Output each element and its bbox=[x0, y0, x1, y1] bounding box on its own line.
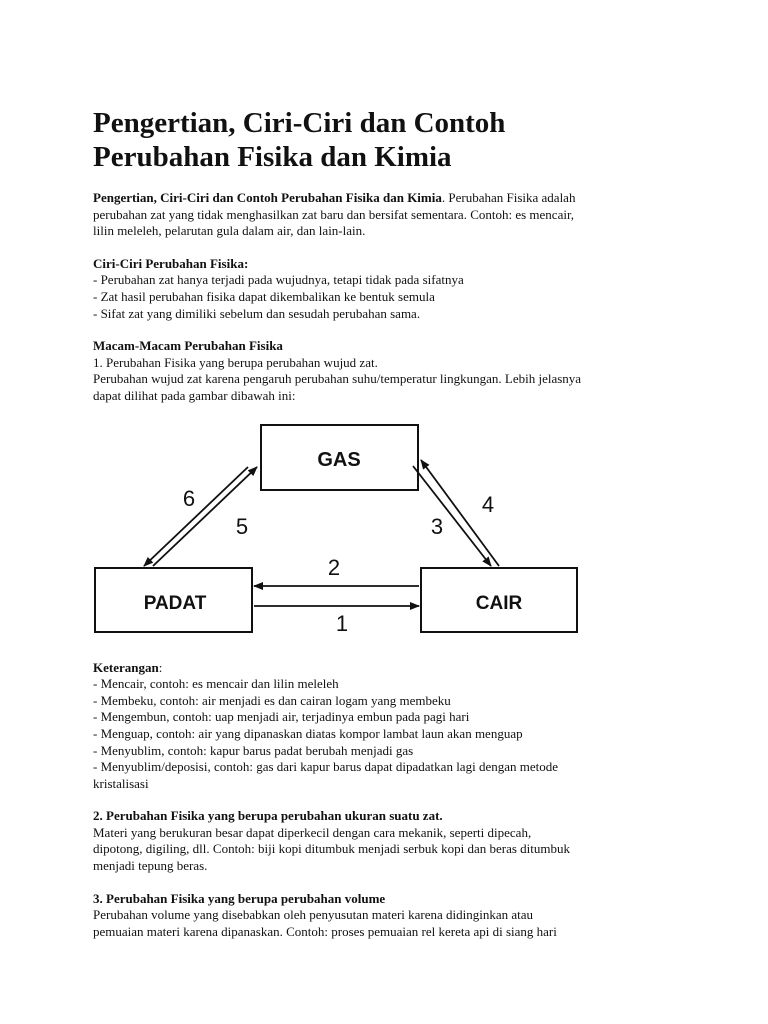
padat-label: PADAT bbox=[143, 593, 207, 614]
label-3: 3 bbox=[430, 514, 444, 539]
section-3-heading: 3. Perubahan Fisika yang berupa perubahan volume bbox=[93, 890, 386, 906]
phase-change-diagram bbox=[93, 420, 583, 640]
list-item: - Sifat zat yang dimiliki sebelum dan sesudah perubahan sama. bbox=[93, 305, 421, 321]
keterangan-section: Keterangan: - Mencair, contoh: es mencair dan lilin meleleh - Membeku, contoh: air menjadi es dan cairan logam yang membeku - Mengembun, contoh: uap menjadi air, terjadinya embun pada pagi hari - Menguap, contoh: air yang dipanaskan diatas kompor lambat laun akan menguap - Menyublim, contoh: kapur barus padat berubah menjadi gas - Menyublim/deposisi, contoh: gas dari kapur barus dapat dipadatkan lagi dengan metode kristalisasi bbox=[93, 659, 558, 791]
list-item: - Membeku, contoh: air menjadi es dan cairan logam yang membeku bbox=[93, 692, 451, 708]
intro-bold: Pengertian, Ciri-Ciri dan Contoh Perubahan Fisika dan Kimia bbox=[93, 190, 442, 205]
arrow-3 bbox=[413, 466, 491, 566]
list-item: - Menguap, contoh: air yang dipanaskan diatas kompor lambat laun akan menguap bbox=[93, 725, 523, 741]
list-item: - Zat hasil perubahan fisika dapat dikembalikan ke bentuk semula bbox=[93, 288, 435, 304]
section-3: 3. Perubahan Fisika yang berupa perubahan volume Perubahan volume yang disebabkan oleh penyusutan materi karena didinginkan atau pemuaian materi karena dipanaskan. Contoh: proses pemuaian rel kereta api di siang hari bbox=[93, 890, 557, 939]
list-item: - Perubahan zat hanya terjadi pada wujudnya, tetapi tidak pada sifatnya bbox=[93, 272, 464, 288]
ciri-section bbox=[93, 256, 693, 322]
section-2: 2. Perubahan Fisika yang berupa perubahan ukuran suatu zat. Materi yang berukuran besar dapat diperkecil dengan cara mekanik, seperti dipecah, dipotong, digiling, dll. Contoh: biji kopi ditumbuk menjadi serbuk kopi dan beras ditumbuk menjadi tepung beras. bbox=[93, 808, 571, 874]
list-item: kristalisasi bbox=[93, 775, 149, 791]
ciri-heading: Ciri-Ciri Perubahan Fisika: bbox=[93, 255, 249, 271]
keterangan-heading: Keterangan bbox=[93, 659, 159, 675]
label-1: 1 bbox=[335, 611, 349, 636]
cair-label: CAIR bbox=[475, 593, 523, 614]
section-2-heading: 2. Perubahan Fisika yang berupa perubahan ukuran suatu zat. bbox=[93, 808, 443, 824]
label-2: 2 bbox=[327, 555, 341, 580]
gas-label: GAS bbox=[317, 449, 361, 471]
list-item: - Mencair, contoh: es mencair dan lilin meleleh bbox=[93, 676, 339, 692]
label-4: 4 bbox=[481, 492, 495, 517]
page-title: Pengertian, Ciri-Ciri dan Contoh Perubahan Fisika dan Kimia bbox=[93, 107, 506, 173]
macam-section: Macam-Macam Perubahan Fisika 1. Perubahan Fisika yang berupa perubahan wujud zat. Perubahan wujud zat karena pengaruh perubahan suhu/temperatur lingkungan. Lebih jelasnya dapat dilihat pada gambar dibawah ini: bbox=[93, 338, 582, 403]
macam-heading: Macam-Macam Perubahan Fisika bbox=[93, 338, 283, 354]
list-item: - Menyublim/deposisi, contoh: gas dari kapur barus dapat dipadatkan lagi dengan metode bbox=[93, 759, 558, 775]
arrow-6 bbox=[144, 467, 248, 566]
label-6: 6 bbox=[182, 486, 196, 511]
list-item: - Mengembun, contoh: uap menjadi air, terjadinya embun pada pagi hari bbox=[93, 709, 470, 725]
intro-paragraph: Pengertian, Ciri-Ciri dan Contoh Perubahan Fisika dan Kimia. Perubahan Fisika adalah perubahan zat yang tidak menghasilkan zat baru dan bersifat sementara. Contoh: es mencair, lilin meleleh, pelarutan gula dalam air, dan lain-lain. bbox=[93, 190, 576, 239]
label-5: 5 bbox=[235, 514, 249, 539]
list-item: - Menyublim, contoh: kapur barus padat berubah menjadi gas bbox=[93, 742, 414, 758]
